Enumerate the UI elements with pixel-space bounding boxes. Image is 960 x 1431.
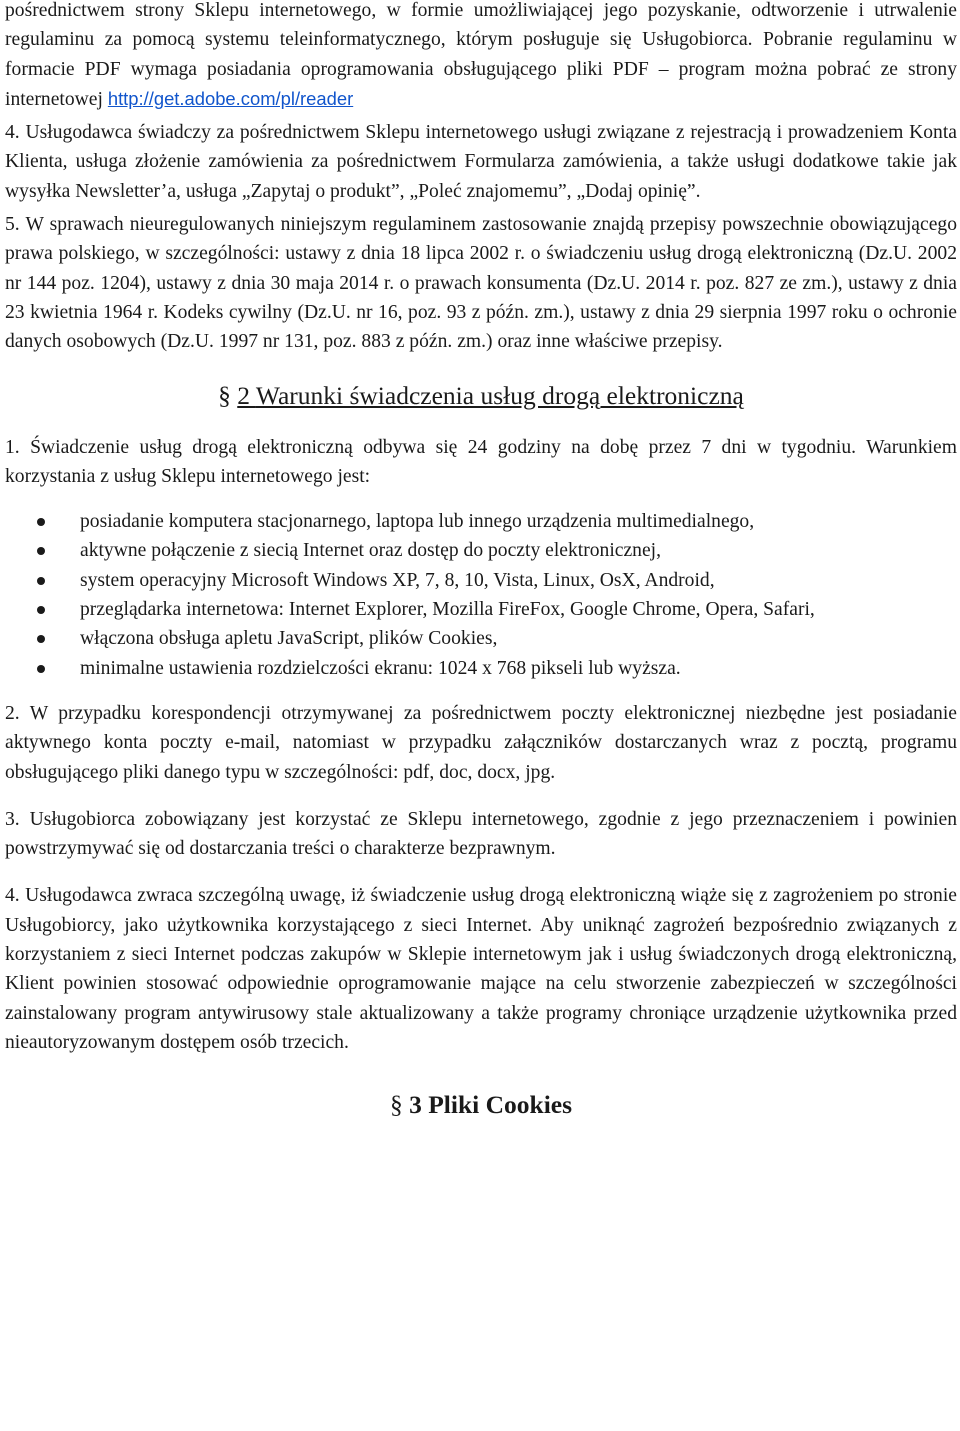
section-2-paragraph-3: 3. Usługobiorca zobowiązany jest korzystać ze Sklepu internetowego, zgodnie z jego przeznaczeniem i powinien powstrzymywać się od dostarczania treści o charakterze bezprawnym. [5, 808, 957, 860]
bullet-icon [37, 635, 45, 643]
intro-paragraph [5, 0, 957, 114]
section-2-number: 2 [237, 380, 250, 410]
list-item: aktywne połączenie z siecią Internet oraz dostęp do poczty elektronicznej, [5, 536, 957, 565]
section-2-marker: § [218, 380, 238, 410]
paragraph-5: 5. W sprawach nieuregulowanych niniejszym regulaminem zastosowanie znajdą przepisy powszechnie obowiązującego prawa polskiego, w szczególności: ustawy z dnia 18 lipca 2002 r. o świadczeniu usług drogą elektroniczną (Dz.U. 2002 nr 144 poz. 1204), ustawy z dnia 30 maja 2014 r. o prawach konsumenta (Dz.U. 2014 r. poz. 827 ze zm.), ustawy z dnia 23 kwietnia 1964 r. Kodeks cywilny (Dz.U. nr 16, poz. 93 z późn. zm.), ustawy z dnia 29 sierpnia 1997 roku o ochronie danych osobowych (Dz.U. 1997 nr 131, poz. 883 z późn. zm.) oraz inne właściwe przepisy. [5, 214, 957, 353]
adobe-reader-link[interactable]: http://get.adobe.com/pl/reader [107, 87, 354, 109]
section-3-heading [5, 1089, 957, 1121]
bullet-icon [37, 577, 45, 585]
section-2-heading [5, 380, 957, 412]
paragraph-4: 4. Usługodawca świadczy za pośrednictwem Sklepu internetowego usługi związane z rejestracją i prowadzeniem Konta Klienta, usługa złożenie zamówienia za pośrednictwem Formularza zamówienia, a także usługi dodatkowe takie jak wysyłka Newsletter’a, usługa „Zapytaj o produkt”, „Poleć znajomemu”, „Dodaj opinię”. [5, 122, 957, 202]
intro-text: pośrednictwem strony Sklepu internetowego, w formie umożliwiającej jego pozyskanie, odtworzenie i utrwalenie regulaminu za pomocą systemu teleinformatycznego, którym posługuje się Usługobiorca. Pobranie regulaminu w formacie PDF wymaga posiadania oprogramowania obsługującego pliki PDF – program można pobrać ze strony internetowej [5, 0, 957, 110]
section-2-paragraph-1: 1. Świadczenie usług drogą elektroniczną odbywa się 24 godziny na dobę przez 7 dni w tygodniu. Warunkiem korzystania z usług Sklepu internetowego jest: [5, 436, 957, 487]
list-item: minimalne ustawienia rozdzielczości ekranu: 1024 x 768 pikseli lub wyższa. [5, 654, 957, 683]
list-item: posiadanie komputera stacjonarnego, laptopa lub innego urządzenia multimedialnego, [5, 507, 957, 536]
list-item: włączona obsługa apletu JavaScript, plików Cookies, [5, 624, 957, 653]
requirements-list [5, 507, 957, 683]
list-item: system operacyjny Microsoft Windows XP, 7, 8, 10, Vista, Linux, OsX, Android, [5, 566, 957, 595]
section-3-number: 3 [409, 1090, 422, 1120]
section-3-marker: § [389, 1090, 410, 1120]
section-2-title: Warunki świadczenia usług drogą elektroniczną [255, 380, 744, 410]
list-item: przeglądarka internetowa: Internet Explorer, Mozilla FireFox, Google Chrome, Opera, Safari, [5, 595, 957, 624]
section-2-paragraph-4: 4. Usługodawca zwraca szczególną uwagę, iż świadczenie usług drogą elektroniczną wiąże się z zagrożeniem po stronie Usługobiorcy, jako użytkownika korzystającego z sieci Internet. Aby uniknąć zagrożeń bezpośrednio związanych z korzystaniem z sieci Internet podczas zakupów w Sklepie internetowym jak i usług świadczonych drogą elektroniczną, Klient powinien stosować odpowiednie oprogramowanie mające na celu stworzenie zabezpieczeń w szczególności zainstalowany program antywirusowy stale aktualizowany a także programy chroniące urządzenie użytkownika przed nieautoryzowanym dostępem osób trzecich. [5, 885, 957, 1053]
bullet-icon [37, 547, 45, 555]
bullet-icon [37, 606, 45, 614]
bullet-icon [37, 518, 45, 526]
section-3-title: Pliki Cookies [428, 1090, 573, 1120]
document-page [5, 0, 957, 1121]
section-2-paragraph-2: 2. W przypadku korespondencji otrzymywanej za pośrednictwem poczty elektronicznej niezbędne jest posiadanie aktywnego konta poczty e-mail, natomiast w przypadku załączników dostarczanych wraz z pocztą, programu obsługującego pliki danego typu w szczególności: pdf, doc, docx, jpg. [5, 702, 957, 783]
bullet-icon [37, 665, 45, 673]
